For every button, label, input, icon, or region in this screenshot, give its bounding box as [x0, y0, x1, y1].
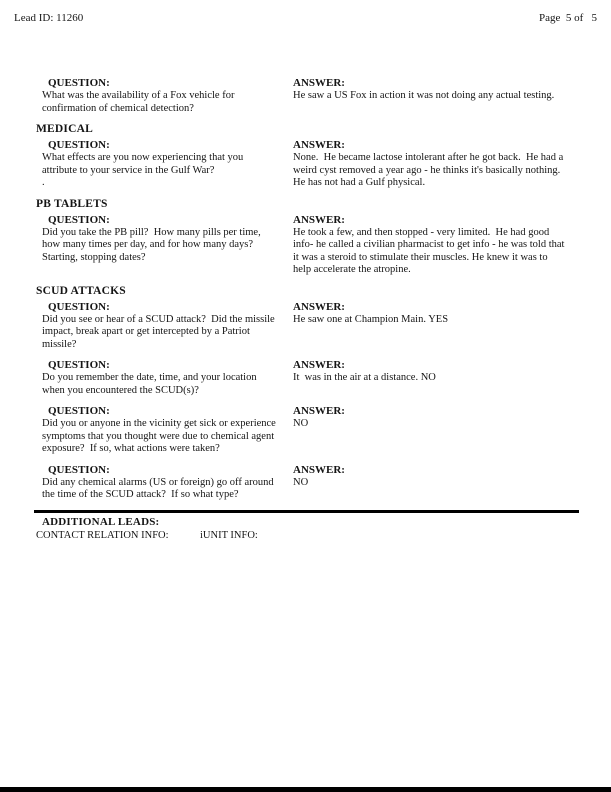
qa-block — [36, 284, 593, 352]
qa-row — [36, 404, 593, 456]
question-column — [36, 138, 293, 190]
question-text: What effects are you now experiencing that you attribute to your service in the Gulf War? — [42, 152, 246, 176]
qa-row — [36, 463, 593, 502]
question-column — [36, 404, 293, 456]
answer-label: ANSWER: — [293, 139, 345, 151]
question-column — [36, 76, 293, 115]
answer-column — [293, 404, 573, 431]
question-column — [36, 358, 293, 397]
answer-column — [293, 463, 573, 490]
qa-block — [36, 197, 593, 277]
qa-block — [36, 358, 593, 397]
answer-column — [293, 138, 573, 190]
question-text: Did you take the PB pill? How many pills per time, how many times per day, and for how many days? Starting, stopping dates? — [42, 226, 264, 263]
unit-info-label: iUNIT INFO: — [200, 529, 258, 541]
question-label: QUESTION: — [48, 463, 110, 476]
answer-label: ANSWER: — [293, 213, 345, 226]
section-heading-pb-tablets: PB TABLETS — [36, 197, 108, 210]
additional-leads-heading: ADDITIONAL LEADS: — [42, 515, 160, 528]
question-label: QUESTION: — [48, 77, 110, 89]
page-number: Page 5 of 5 — [538, 12, 597, 24]
answer-text: NO — [293, 476, 309, 488]
answer-text: None. He became lactose intolerant after he got back. He had a weird cyst removed a year ago - he thinks it's basically nothing. He has not had a Gulf physical. — [293, 152, 566, 188]
answer-label: ANSWER: — [293, 405, 345, 417]
answer-label: ANSWER: — [293, 463, 345, 476]
qa-block — [36, 463, 593, 502]
qa-row — [36, 358, 593, 397]
qa-content — [36, 76, 593, 542]
answer-column — [293, 213, 573, 277]
question-column — [36, 213, 293, 265]
qa-block — [36, 76, 593, 115]
scan-edge-artifact — [0, 787, 611, 792]
page-header — [14, 12, 597, 24]
qa-row — [36, 138, 593, 190]
answer-text: It was in the air at a distance. NO — [293, 372, 436, 383]
qa-row — [36, 300, 593, 352]
question-text: What was the availability of a Fox vehicle for confirmation of chemical detection? — [42, 90, 238, 114]
question-text: Do you remember the date, time, and your location when you encountered the SCUD(s)? — [42, 372, 260, 396]
qa-block — [36, 122, 593, 190]
question-label: QUESTION: — [48, 213, 110, 226]
question-column — [36, 463, 293, 502]
question-label: QUESTION: — [48, 300, 110, 313]
answer-text: NO — [293, 418, 309, 429]
footer-contact-row — [36, 529, 593, 542]
answer-label: ANSWER: — [293, 359, 345, 371]
qa-block — [36, 404, 593, 456]
answer-label: ANSWER: — [293, 77, 345, 89]
section-divider-rule — [34, 510, 579, 513]
question-label: QUESTION: — [48, 359, 110, 371]
contact-relation-label: CONTACT RELATION INFO: — [36, 529, 169, 541]
qa-row — [36, 76, 593, 115]
question-label: QUESTION: — [48, 139, 110, 151]
answer-text: He saw a US Fox in action it was not doing any actual testing. — [293, 90, 555, 101]
answer-text: He saw one at Champion Main. YES — [293, 313, 449, 325]
question-label: QUESTION: — [48, 405, 110, 417]
lead-id: Lead ID: 11260 — [14, 12, 84, 24]
question-text: Did any chemical alarms (US or foreign) go off around the time of the SCUD attack? If so what type? — [42, 476, 277, 500]
question-text: Did you see or hear of a SCUD attack? Did the missile impact, break apart or get intercepted by a Patriot missile? — [42, 313, 278, 350]
section-heading-scud-attacks: SCUD ATTACKS — [36, 284, 126, 297]
section-heading-medical: MEDICAL — [36, 123, 93, 135]
question-column — [36, 300, 293, 352]
answer-column — [293, 76, 573, 103]
question-text: Did you or anyone in the vicinity get sick or experience symptoms that you thought were due to chemical agent exposure? If so, what actions were taken? — [42, 418, 279, 454]
question-extra: . — [42, 177, 45, 188]
answer-label: ANSWER: — [293, 300, 345, 313]
qa-row — [36, 213, 593, 277]
answer-column — [293, 358, 573, 385]
answer-text: He took a few, and then stopped - very limited. He had good info- he called a civilian pharmacist to get info - he was told that it was a steroid to stimulate their muscles. He knew it was to help accelerate the atropine. — [293, 226, 568, 275]
answer-column — [293, 300, 573, 327]
